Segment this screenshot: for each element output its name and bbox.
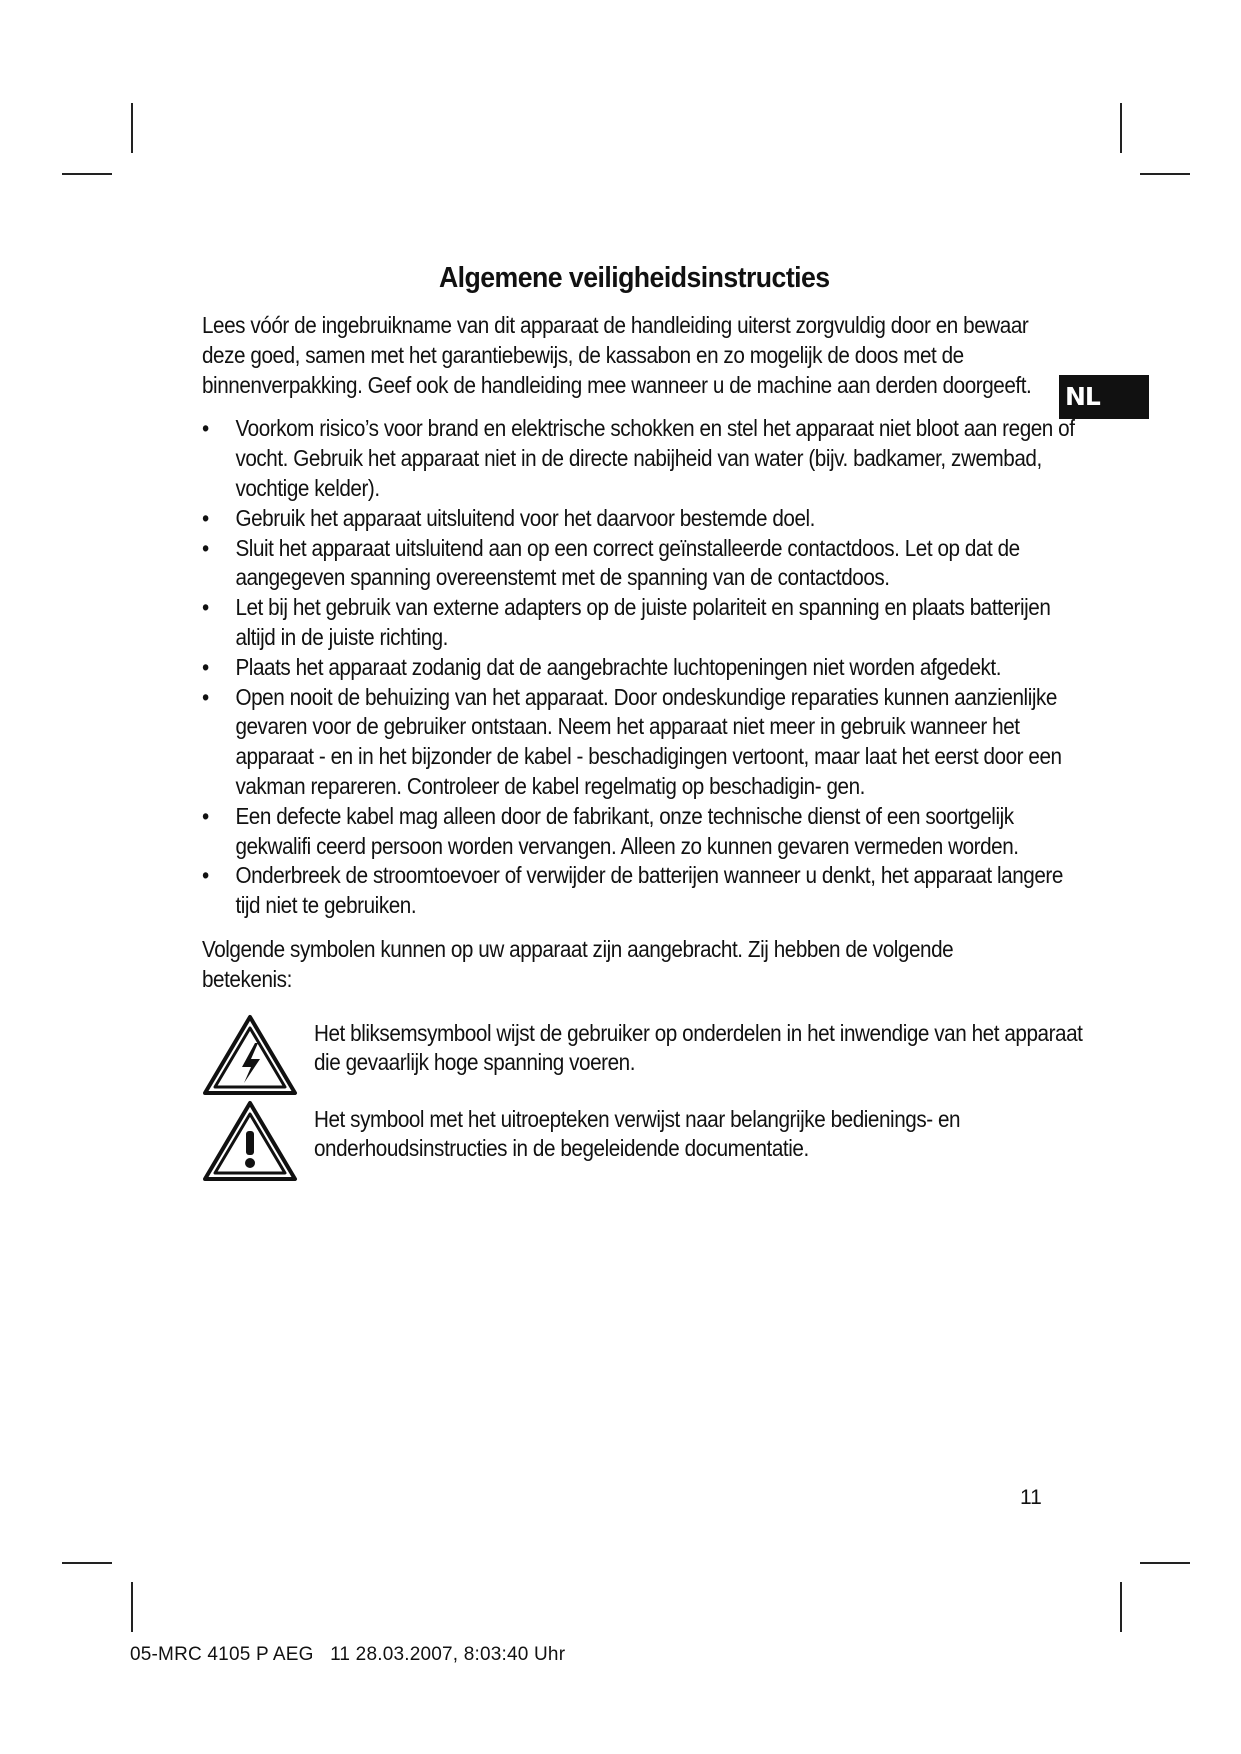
list-item: • Gebruik het apparaat uitsluitend voor het daarvoor bestemde doel. [202,504,1080,534]
crop-mark-bottom-left-vertical [131,1582,133,1632]
symbols-section [202,1013,1083,1183]
crop-mark-bottom-right-horizontal [1140,1562,1190,1564]
list-item: • Let bij het gebruik van externe adapters op de juiste polariteit en spanning en plaats batterijen altijd in de juiste richting. [202,594,1051,650]
symbol-description: Het bliksemsymbool wijst de gebruiker op onderdelen in het inwendige van het apparaat die gevaarlijk hoge spanning voeren. [314,1019,1083,1076]
list-item: • Sluit het apparaat uitsluitend aan op een correct geïnstalleerde contactdoos. Let op dat de aangegeven spanning overeenstemt met de spanning van de contactdoos. [202,534,1020,591]
page-content [202,262,1083,1185]
bullet-marker: • [202,594,209,621]
crop-mark-bottom-left-horizontal [62,1562,112,1564]
list-item: • Plaats het apparaat zodanig dat de aangebrachte luchtopeningen niet worden afgedekt. [202,653,1080,683]
list-item: • Onderbreek de stroomtoevoer of verwijder de batterijen wanneer u denkt, het apparaat langere tijd niet te gebruiken. [202,862,1063,919]
symbol-row [202,1013,1083,1097]
list-item: • Een defecte kabel mag alleen door de fabrikant, onze technische dienst of een soortgelijk gekwalifi ceerd persoon worden vervangen. Alleen zo kunnen gevaren vermeden worden. [202,802,1019,859]
bullet-marker: • [202,415,209,442]
safety-list [202,414,1075,921]
bullet-marker: • [202,683,209,710]
lightning-warning-icon [202,1013,298,1097]
page-title: Algemene veiligheidsinstructies [438,262,830,294]
bullet-marker: • [202,802,209,829]
symbols-intro: Volgende symbolen kunnen op uw apparaat zijn aangebracht. Zij hebben de volgende betekenis: [202,935,954,992]
print-footer: 05-MRC 4105 P AEG 11 28.03.2007, 8:03:40 Uhr [130,1644,566,1665]
symbol-row [202,1099,1050,1183]
crop-mark-top-right-horizontal [1140,173,1190,175]
bullet-marker: • [202,653,209,680]
exclamation-warning-icon [202,1099,298,1183]
list-item: • Voorkom risico’s voor brand en elektrische schokken en stel het apparaat niet bloot aan regen of vocht. Gebruik het apparaat niet in de directe nabijheid van water (bijv. badkamer, zwembad, vochtige kelder). [202,415,1075,501]
language-tab: NL [1059,375,1149,419]
bullet-marker: • [202,862,209,889]
page-number: 11 [1020,1486,1042,1509]
list-item: • Open nooit de behuizing van het apparaat. Door ondeskundige reparaties kunnen aanzienlijke gevaren voor de gebruiker ontstaan. Neem het apparaat niet meer in gebruik wanneer het apparaat - en in het bijzonder de kabel - beschadigingen vertoont, maar laat het eerst door een vakman repareren. Controleer de kabel regelmatig op beschadigin- gen. [202,683,1062,799]
symbol-description: Het symbool met het uitroepteken verwijst naar belangrijke bedienings- en onderhoudsinstructies in de begeleidende documentatie. [314,1105,961,1162]
intro-paragraph: Lees vóór de ingebruikname van dit apparaat de handleiding uiterst zorgvuldig door en bewaar deze goed, samen met het garantiebewijs, de kassabon en zo mogelijk de doos met de binnenverpakking. Geef ook de handleiding mee wanneer u de machine aan derden doorgeeft. [202,312,1032,398]
crop-mark-bottom-right-vertical [1120,1582,1122,1632]
crop-mark-top-right-vertical [1120,103,1122,153]
crop-mark-top-left-horizontal [62,173,112,175]
crop-mark-top-left-vertical [131,103,133,153]
bullet-marker: • [202,534,209,561]
bullet-marker: • [202,504,209,531]
